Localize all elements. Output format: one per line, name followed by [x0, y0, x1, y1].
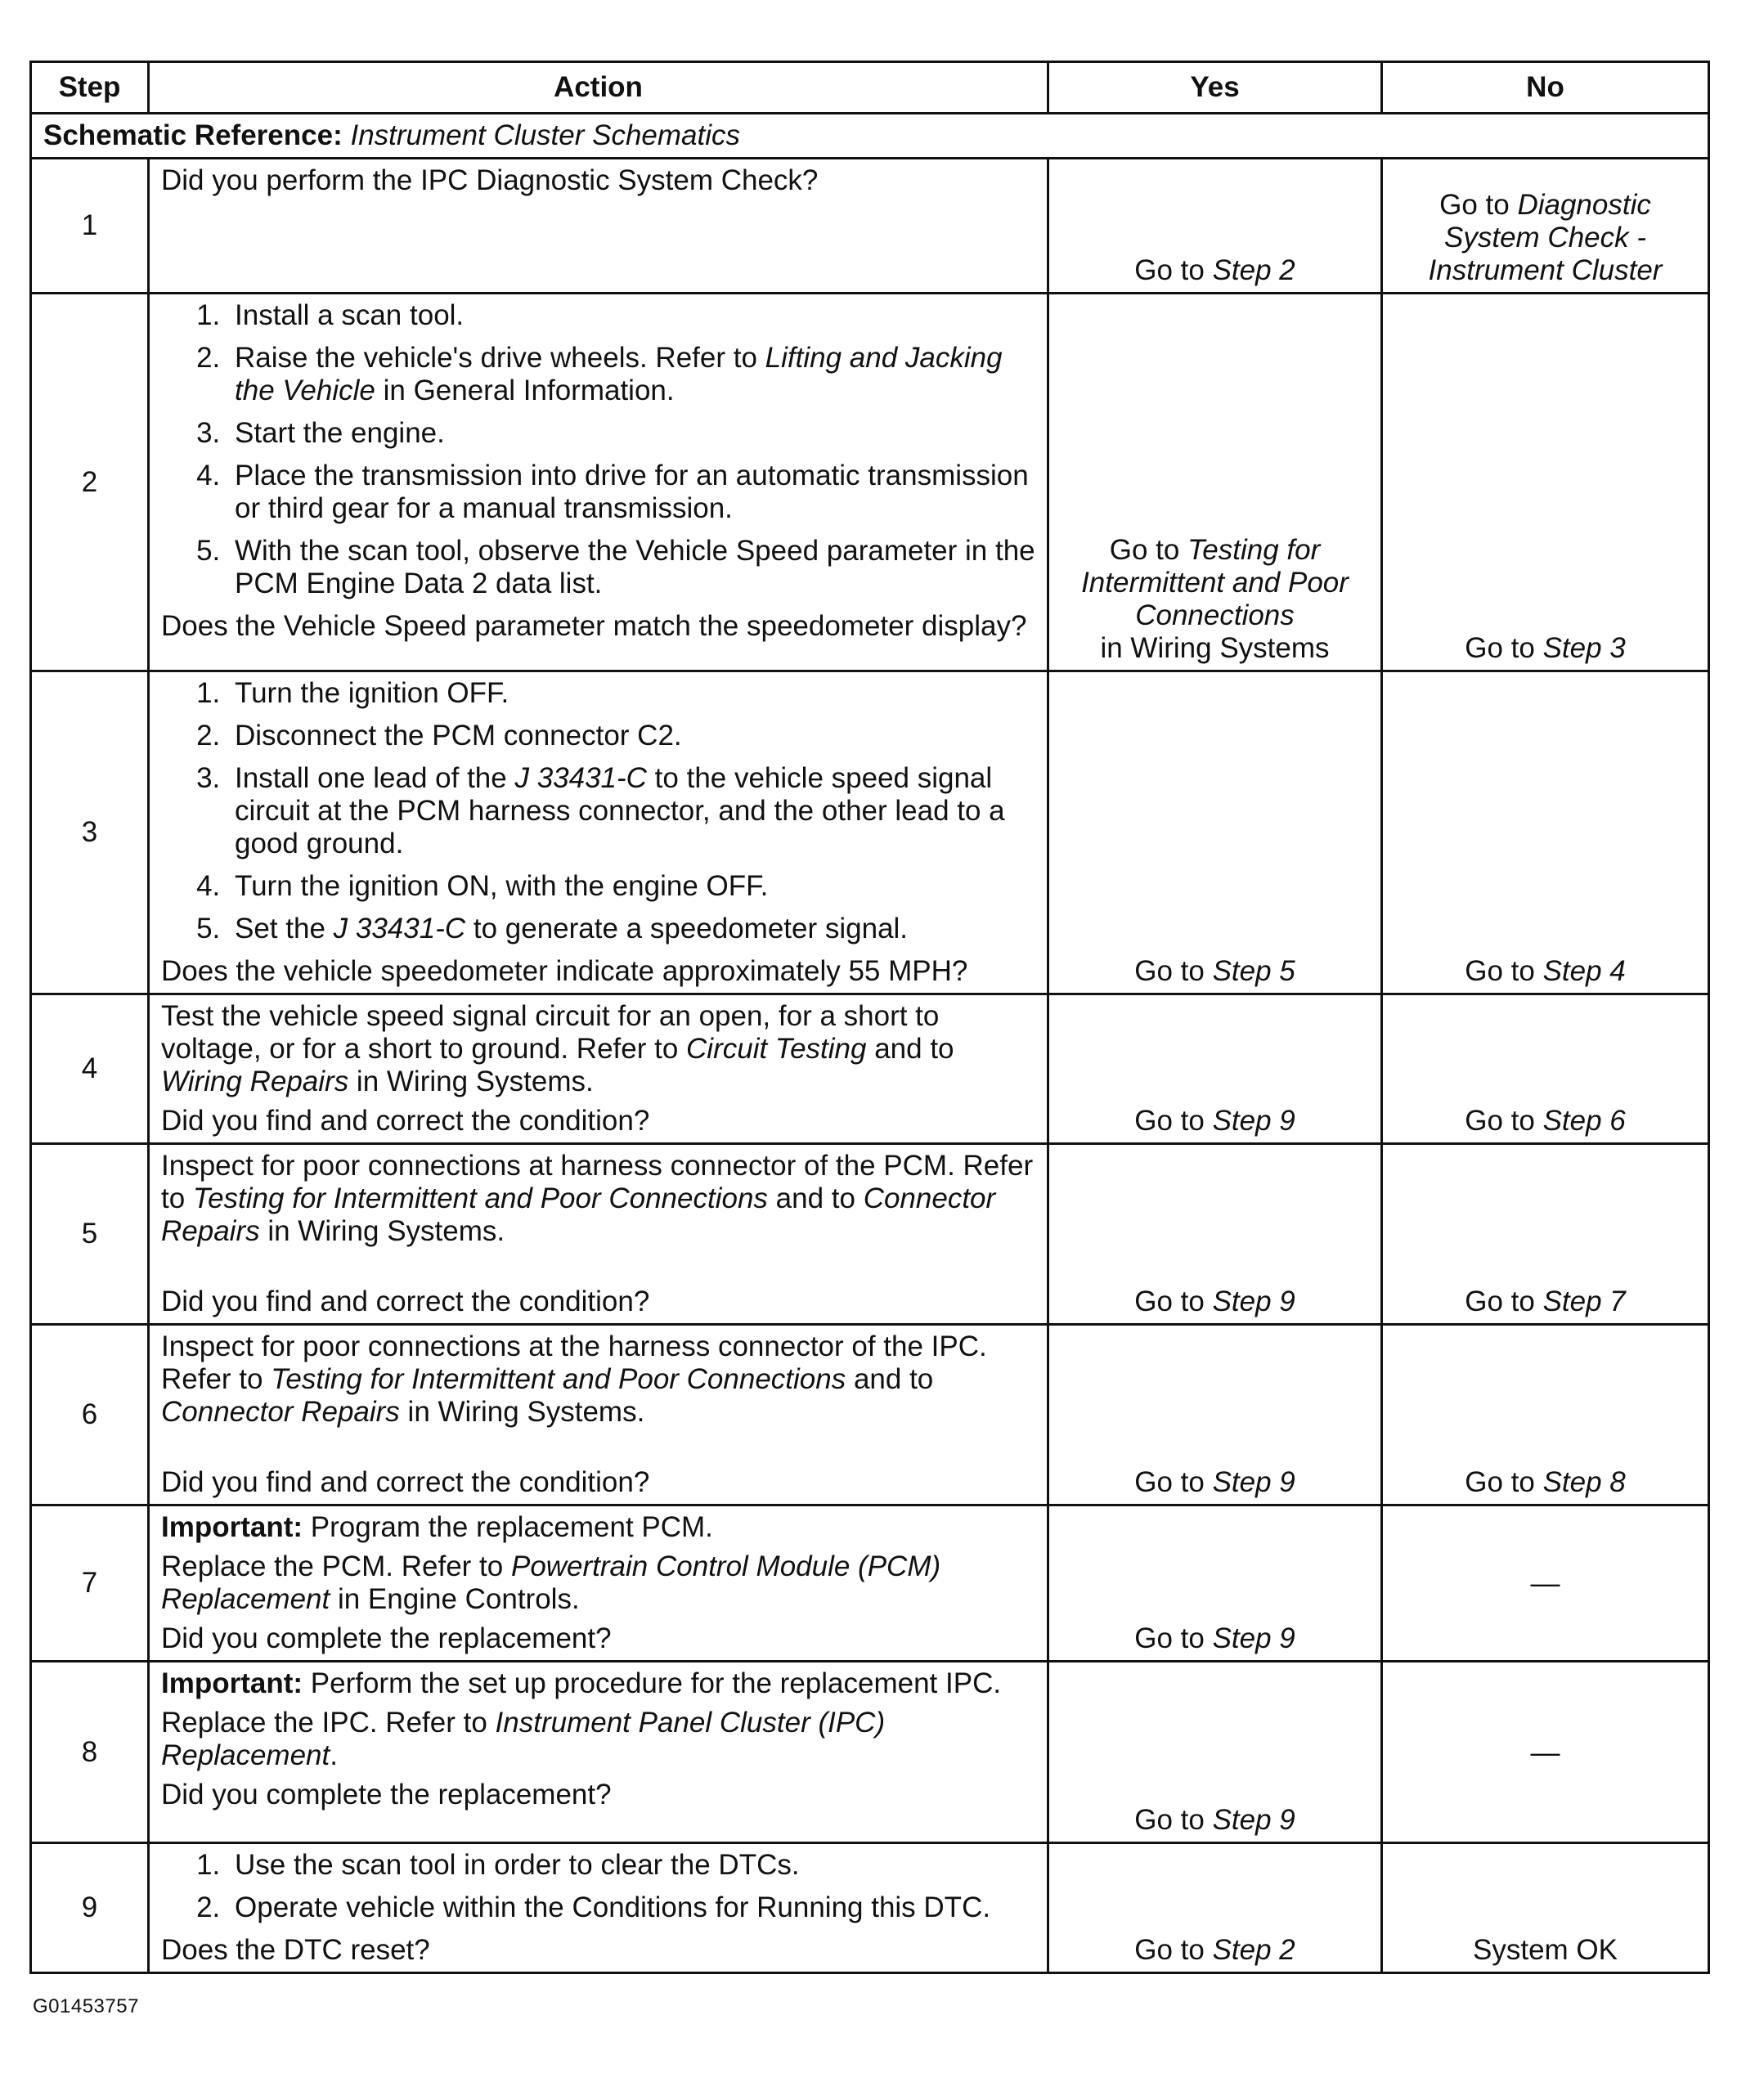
- action-cell: [149, 671, 1048, 994]
- no-cell: [1382, 294, 1709, 671]
- no-ref-line: Diagnostic: [1517, 189, 1651, 221]
- important-note: Important: Program the replacement PCM.: [161, 1511, 713, 1543]
- action-substeps: [161, 677, 1035, 945]
- action-question: Does the DTC reset?: [161, 1934, 430, 1966]
- list-item: 5. Set the J 33431-C to generate a speedometer signal.: [228, 913, 1035, 945]
- yes-cell: [1048, 159, 1382, 294]
- list-item: 5. With the scan tool, observe the Vehicle Speed parameter in the PCM Engine Data 2 data list.: [228, 535, 1035, 600]
- yes-cell: [1048, 294, 1382, 671]
- no-step-ref: Step 3: [1542, 632, 1626, 664]
- step-number: 8: [31, 1662, 149, 1843]
- go-to-label: Go to: [1439, 189, 1510, 221]
- list-item: 4. Turn the ignition ON, with the engine OFF.: [228, 870, 1035, 903]
- action-question: Did you complete the replacement?: [161, 1779, 612, 1811]
- action-question: Did you find and correct the condition?: [161, 1466, 650, 1498]
- table-row: [31, 1843, 1709, 1973]
- list-item: 2. Operate vehicle within the Conditions for Running this DTC.: [228, 1891, 1035, 1924]
- no-step-ref: Step 8: [1542, 1466, 1626, 1498]
- yes-step-ref: Step 9: [1212, 1286, 1295, 1317]
- go-to-label: Go to: [1109, 534, 1180, 566]
- action-cell: [149, 1325, 1048, 1505]
- go-to-label: Go to: [1134, 1934, 1205, 1966]
- yes-cell: [1048, 1325, 1382, 1505]
- yes-cell: [1048, 1662, 1382, 1843]
- go-to-label: Go to: [1134, 1466, 1205, 1498]
- list-item: 1. Turn the ignition OFF.: [228, 677, 1035, 710]
- no-cell: [1382, 1325, 1709, 1505]
- action-instruction: Inspect for poor connections at harness connector of the PCM. Refer to Testing for Intermittent and Poor Connections and to Connector Repairs in Wiring Systems.: [161, 1150, 1034, 1247]
- table-row: [31, 1505, 1709, 1662]
- go-to-label: Go to: [1134, 254, 1205, 286]
- diagnostic-procedure-table: [29, 61, 1710, 1974]
- list-item: 3. Install one lead of the J 33431-C to the vehicle speed signal circuit at the PCM harness connector, and the other lead to a good ground.: [228, 762, 1035, 860]
- no-ref-line: Instrument Cluster: [1428, 254, 1663, 286]
- table-row: [31, 294, 1709, 671]
- no-cell-dash: —: [1382, 1662, 1709, 1843]
- yes-step-ref: Step 9: [1212, 1622, 1295, 1654]
- action-cell: [149, 994, 1048, 1144]
- replace-instruction: Replace the IPC. Refer to Instrument Panel Cluster (IPC) Replacement.: [161, 1707, 886, 1771]
- yes-step-ref: Step 9: [1212, 1466, 1295, 1498]
- list-item: 4. Place the transmission into drive for an automatic transmission or third gear for a manual transmission.: [228, 460, 1035, 525]
- table-row: [31, 1325, 1709, 1505]
- no-ref-line: System Check -: [1444, 222, 1646, 254]
- go-to-label: Go to: [1134, 1622, 1205, 1654]
- no-step-ref: Step 6: [1542, 1105, 1626, 1137]
- step-number: 1: [31, 159, 149, 294]
- schematic-reference-row: [31, 114, 1709, 159]
- important-note: Important: Perform the set up procedure for the replacement IPC.: [161, 1667, 1002, 1699]
- table-row: [31, 159, 1709, 294]
- action-instruction: Test the vehicle speed signal circuit for an open, for a short to voltage, or for a short to ground. Refer to Circuit Testing and to Wiring Repairs in Wiring Systems.: [161, 1000, 954, 1097]
- no-cell: [1382, 994, 1709, 1144]
- replace-instruction: Replace the PCM. Refer to Powertrain Control Module (PCM) Replacement in Engine Controls.: [161, 1550, 941, 1615]
- go-to-label: Go to: [1134, 1804, 1205, 1836]
- header-yes: Yes: [1048, 62, 1382, 114]
- action-question: Does the Vehicle Speed parameter match the speedometer display?: [161, 610, 1027, 642]
- yes-ref-tail: in Wiring Systems: [1100, 632, 1330, 664]
- action-question: Does the vehicle speedometer indicate approximately 55 MPH?: [161, 955, 968, 987]
- action-question: Did you find and correct the condition?: [161, 1286, 650, 1317]
- no-cell: System OK: [1382, 1843, 1709, 1973]
- figure-id: G01453757: [33, 1995, 139, 2017]
- action-question: Did you complete the replacement?: [161, 1622, 612, 1654]
- yes-cell: [1048, 1843, 1382, 1973]
- list-item: 1. Use the scan tool in order to clear the DTCs.: [228, 1849, 1035, 1882]
- step-number: 9: [31, 1843, 149, 1973]
- action-instruction: Inspect for poor connections at the harness connector of the IPC. Refer to Testing for Intermittent and Poor Connections and to Connector Repairs in Wiring Systems.: [161, 1330, 987, 1428]
- go-to-label: Go to: [1465, 1286, 1535, 1317]
- list-item: 2. Disconnect the PCM connector C2.: [228, 720, 1035, 752]
- go-to-label: Go to: [1134, 1286, 1205, 1317]
- yes-step-ref: Step 5: [1212, 955, 1295, 987]
- go-to-label: Go to: [1134, 955, 1205, 987]
- yes-step-ref: Step 9: [1212, 1105, 1295, 1137]
- header-action: Action: [149, 62, 1048, 114]
- yes-cell: [1048, 1144, 1382, 1325]
- no-cell: [1382, 1144, 1709, 1325]
- yes-cell: [1048, 994, 1382, 1144]
- header-row: [31, 62, 1709, 114]
- header-step: Step: [31, 62, 149, 114]
- go-to-label: Go to: [1465, 1105, 1535, 1137]
- go-to-label: Go to: [1465, 632, 1535, 664]
- step-number: 3: [31, 671, 149, 994]
- action-cell: [149, 294, 1048, 671]
- yes-cell: [1048, 671, 1382, 994]
- yes-step-ref: Step 2: [1212, 1934, 1295, 1966]
- step-number: 7: [31, 1505, 149, 1662]
- header-no: No: [1382, 62, 1709, 114]
- schematic-reference-label: Schematic Reference:: [43, 119, 343, 151]
- step-number: 2: [31, 294, 149, 671]
- list-item: 3. Start the engine.: [228, 417, 1035, 450]
- table-row: [31, 994, 1709, 1144]
- step-number: 5: [31, 1144, 149, 1325]
- yes-cell: [1048, 1505, 1382, 1662]
- action-cell: [149, 1843, 1048, 1973]
- no-cell-dash: —: [1382, 1505, 1709, 1662]
- action-cell: [149, 1505, 1048, 1662]
- schematic-reference-value: Instrument Cluster Schematics: [350, 119, 741, 151]
- table-row: [31, 1144, 1709, 1325]
- step-number: 4: [31, 994, 149, 1144]
- go-to-label: Go to: [1465, 1466, 1535, 1498]
- go-to-label: Go to: [1134, 1105, 1205, 1137]
- table-row: [31, 1662, 1709, 1843]
- no-step-ref: Step 7: [1542, 1286, 1626, 1317]
- list-item: 2. Raise the vehicle's drive wheels. Refer to Lifting and Jacking the Vehicle in General Information.: [228, 342, 1035, 407]
- step-number: 6: [31, 1325, 149, 1505]
- go-to-label: Go to: [1465, 955, 1535, 987]
- action-question: Did you perform the IPC Diagnostic System Check?: [161, 164, 819, 196]
- list-item: 1. Install a scan tool.: [228, 299, 1035, 332]
- action-cell: [149, 1662, 1048, 1843]
- action-question: Did you find and correct the condition?: [161, 1105, 650, 1137]
- action-substeps: [161, 1849, 1035, 1924]
- action-cell: [149, 159, 1048, 294]
- action-substeps: [161, 299, 1035, 600]
- no-step-ref: Step 4: [1542, 955, 1626, 987]
- yes-ref: Testing for Intermittent and Poor Connections: [1081, 534, 1349, 631]
- yes-step-ref: Step 9: [1212, 1804, 1295, 1836]
- action-cell: [149, 1144, 1048, 1325]
- yes-step-ref: Step 2: [1212, 254, 1295, 286]
- table-row: [31, 671, 1709, 994]
- no-cell: [1382, 159, 1709, 294]
- no-cell: [1382, 671, 1709, 994]
